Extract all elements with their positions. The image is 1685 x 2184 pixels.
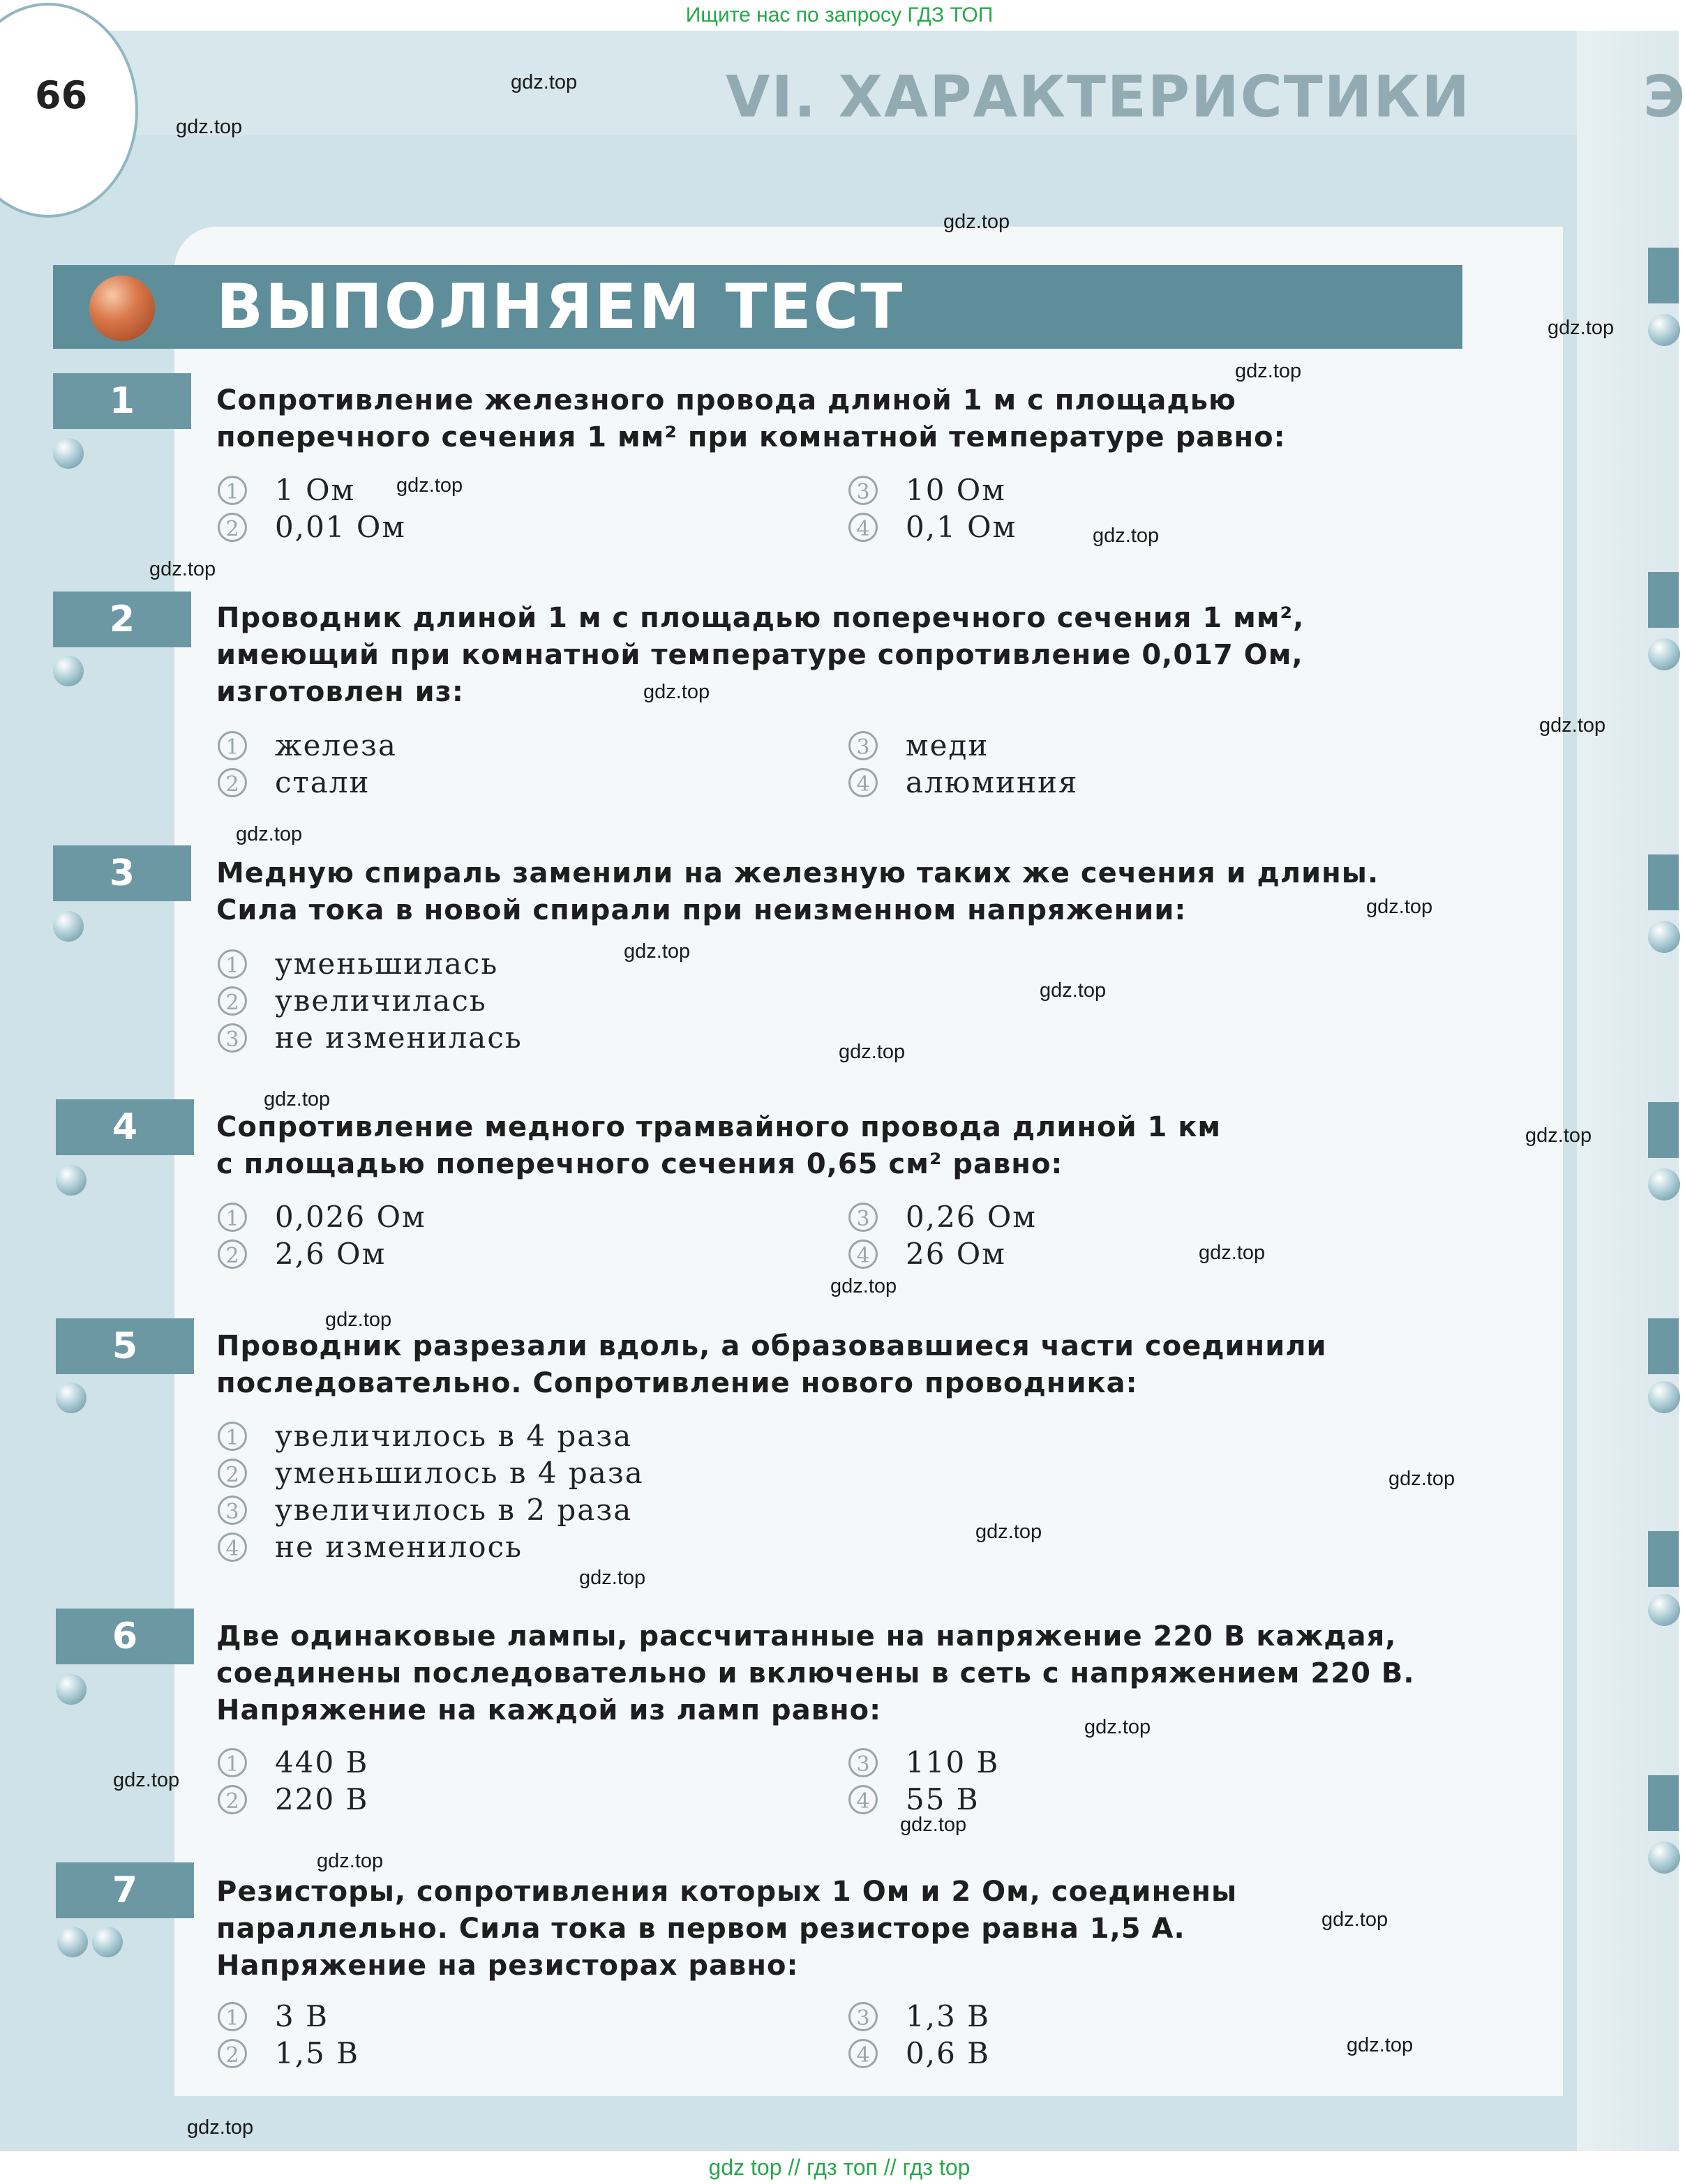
- option-number-icon: 3: [848, 476, 878, 505]
- watermark: gdz.top: [1093, 525, 1160, 547]
- answer-option[interactable]: [848, 1234, 1006, 1270]
- question-number: 6: [56, 1609, 194, 1664]
- watermark: gdz.top: [624, 940, 691, 963]
- watermark: gdz.top: [1040, 979, 1107, 1002]
- next-page-tab: [1648, 1102, 1679, 1158]
- next-page-tab: [1648, 248, 1679, 303]
- question-number: 2: [53, 592, 191, 647]
- question-line: последовательно. Сопротивление нового проводника:: [216, 1367, 1138, 1399]
- option-label: 3 В: [275, 1999, 329, 2033]
- answer-option[interactable]: [218, 1742, 368, 1779]
- answer-option[interactable]: [218, 1197, 426, 1233]
- answer-option[interactable]: [848, 507, 1017, 543]
- next-page-tab: [1648, 1775, 1679, 1831]
- question-line: Проводник разрезали вдоль, а образовавшиеся части соединили: [216, 1330, 1327, 1362]
- watermark: gdz.top: [264, 1088, 331, 1110]
- section-ball-icon: [89, 276, 155, 341]
- option-number-icon: 1: [218, 476, 247, 505]
- question-text: [216, 1328, 1472, 1402]
- watermark: gdz.top: [839, 1041, 906, 1063]
- answer-option[interactable]: [218, 2033, 359, 2070]
- option-label: алюминия: [906, 765, 1079, 799]
- answer-option[interactable]: [218, 1018, 523, 1054]
- difficulty-ball-icon: [56, 1165, 87, 1196]
- next-page-ball-icon: [1648, 1381, 1680, 1413]
- next-page-tab: [1648, 572, 1679, 628]
- answer-option[interactable]: [218, 1779, 368, 1816]
- difficulty-ball-icon: [92, 1927, 123, 1957]
- option-number-icon: 3: [848, 1203, 878, 1232]
- option-label: уменьшилось в 4 раза: [275, 1456, 644, 1490]
- footer-watermark: gdz top // гдз топ // гдз top: [0, 2151, 1679, 2184]
- option-label: 1,3 В: [906, 1999, 991, 2033]
- option-label: 2,6 Ом: [275, 1237, 387, 1271]
- option-number-icon: 4: [848, 1240, 878, 1269]
- option-label: уменьшилась: [275, 947, 499, 981]
- watermark: gdz.top: [511, 71, 578, 93]
- next-page-edge: [1577, 31, 1679, 2151]
- watermark: gdz.top: [325, 1309, 392, 1331]
- difficulty-ball-icon: [56, 1674, 87, 1705]
- question-line: с площадью поперечного сечения 0,65 см² равно:: [216, 1148, 1063, 1180]
- option-number-icon: 3: [848, 1748, 878, 1777]
- watermark: gdz.top: [643, 681, 710, 703]
- page-number: 66: [35, 73, 88, 117]
- difficulty-ball-icon: [53, 438, 84, 469]
- answer-option[interactable]: [218, 1416, 632, 1452]
- watermark: gdz.top: [113, 1769, 180, 1791]
- question-number: 7: [56, 1862, 194, 1918]
- option-number-icon: 2: [218, 1240, 247, 1269]
- option-number-icon: 4: [848, 1785, 878, 1814]
- option-number-icon: 2: [218, 513, 247, 542]
- option-label: стали: [275, 765, 370, 799]
- option-number-icon: 1: [218, 949, 247, 979]
- watermark: gdz.top: [396, 474, 463, 497]
- question-text: [216, 1618, 1472, 1729]
- next-page-ball-icon: [1648, 1168, 1680, 1200]
- option-number-icon: 4: [848, 768, 878, 797]
- option-number-icon: 1: [218, 2002, 247, 2031]
- option-label: 440 В: [275, 1745, 369, 1779]
- answer-option[interactable]: [218, 944, 498, 980]
- option-number-icon: 3: [848, 731, 878, 760]
- option-number-icon: 4: [848, 2039, 878, 2068]
- watermark: gdz.top: [236, 823, 303, 845]
- option-label: 1 Ом: [275, 473, 356, 507]
- watermark: gdz.top: [1347, 2034, 1414, 2056]
- next-page-ball-icon: [1648, 638, 1680, 670]
- question-text: [216, 600, 1472, 711]
- question-number: 3: [53, 845, 191, 901]
- answer-option[interactable]: [218, 1996, 329, 2033]
- option-label: 0,026 Ом: [275, 1200, 426, 1234]
- question-number: 4: [56, 1099, 194, 1155]
- next-page-tab: [1648, 1531, 1679, 1587]
- difficulty-ball-icon: [53, 911, 84, 942]
- option-number-icon: 2: [218, 2039, 247, 2068]
- question-text: [216, 1874, 1472, 1985]
- next-page-ball-icon: [1648, 1594, 1680, 1626]
- option-label: увеличилось в 4 раза: [275, 1419, 633, 1453]
- question-line: Напряжение на резисторах равно:: [216, 1950, 799, 1982]
- watermark: gdz.top: [1366, 896, 1433, 918]
- option-label: железа: [275, 728, 397, 762]
- option-label: 220 В: [275, 1782, 369, 1816]
- option-label: 0,01 Ом: [275, 510, 406, 544]
- question-line: Напряжение на каждой из ламп равно:: [216, 1694, 882, 1726]
- answer-option[interactable]: [848, 1779, 980, 1816]
- option-label: 110 В: [906, 1745, 1000, 1779]
- watermark: gdz.top: [317, 1850, 384, 1872]
- answer-option[interactable]: [218, 762, 370, 799]
- option-label: увеличилась: [275, 984, 487, 1018]
- search-hint-banner: Ищите нас по запросу ГДЗ ТОП: [685, 3, 994, 27]
- watermark: gdz.top: [943, 211, 1010, 233]
- question-line: поперечного сечения 1 мм² при комнатной температуре равно:: [216, 421, 1286, 453]
- answer-option[interactable]: [848, 1996, 990, 2033]
- answer-option[interactable]: [218, 1453, 644, 1489]
- watermark: gdz.top: [1321, 1908, 1388, 1931]
- section-title: ВЫПОЛНЯЕМ ТЕСТ: [216, 271, 905, 342]
- answer-option[interactable]: [218, 1527, 523, 1563]
- question-line: Сопротивление медного трамвайного провода длиной 1 км: [216, 1111, 1222, 1143]
- option-label: 0,26 Ом: [906, 1200, 1037, 1234]
- watermark: gdz.top: [579, 1567, 646, 1589]
- option-number-icon: 2: [218, 1459, 247, 1488]
- option-label: увеличилось в 2 раза: [275, 1493, 633, 1527]
- question-line: Сопротивление железного провода длиной 1 м с площадью: [216, 384, 1236, 416]
- watermark: gdz.top: [1525, 1124, 1592, 1147]
- option-number-icon: 3: [218, 1496, 247, 1525]
- question-line: Сила тока в новой спирали при неизменном напряжении:: [216, 894, 1187, 926]
- answer-option[interactable]: [218, 470, 355, 506]
- question-number: 5: [56, 1318, 194, 1374]
- option-number-icon: 2: [218, 768, 247, 797]
- next-page-ball-icon: [1648, 921, 1680, 953]
- option-label: 55 В: [906, 1782, 980, 1816]
- watermark: gdz.top: [1235, 360, 1302, 382]
- watermark: gdz.top: [1539, 714, 1606, 737]
- next-page-tab: [1648, 1318, 1679, 1374]
- question-number: 1: [53, 373, 191, 429]
- question-line: изготовлен из:: [216, 676, 464, 708]
- option-label: 10 Ом: [906, 473, 1006, 507]
- option-number-icon: 3: [848, 2002, 878, 2031]
- answer-option[interactable]: [848, 1197, 1037, 1233]
- next-page-ball-icon: [1648, 1842, 1680, 1874]
- option-number-icon: 1: [218, 731, 247, 760]
- chapter-title: VI. ХАРАКТЕРИСТИКИ: [726, 64, 1471, 130]
- question-line: Резисторы, сопротивления которых 1 Ом и 2 Ом, соединены: [216, 1876, 1238, 1908]
- difficulty-ball-icon: [57, 1927, 88, 1957]
- difficulty-ball-icon: [53, 656, 84, 686]
- option-number-icon: 1: [218, 1748, 247, 1777]
- watermark: gdz.top: [1199, 1242, 1266, 1264]
- watermark: gdz.top: [1548, 317, 1615, 339]
- option-number-icon: 3: [218, 1023, 247, 1053]
- option-label: меди: [906, 728, 989, 762]
- answer-option[interactable]: [848, 762, 1078, 799]
- question-text: [216, 382, 1472, 456]
- answer-option[interactable]: [218, 725, 397, 762]
- answer-option[interactable]: [848, 2033, 990, 2070]
- watermark: gdz.top: [900, 1814, 967, 1836]
- answer-option[interactable]: [848, 1742, 999, 1779]
- option-label: 0,6 В: [906, 2036, 991, 2070]
- option-number-icon: 2: [218, 986, 247, 1016]
- question-text: [216, 855, 1472, 929]
- watermark: gdz.top: [830, 1275, 897, 1297]
- option-number-icon: 4: [848, 513, 878, 542]
- option-number-icon: 1: [218, 1422, 247, 1451]
- question-line: соединены последовательно и включены в сеть с напряжением 220 В.: [216, 1657, 1415, 1689]
- answer-option[interactable]: [218, 507, 406, 543]
- option-number-icon: 1: [218, 1203, 247, 1232]
- next-page-tab: [1648, 854, 1679, 910]
- difficulty-ball-icon: [56, 1383, 87, 1413]
- answer-option[interactable]: [848, 725, 989, 762]
- option-number-icon: 4: [218, 1532, 247, 1562]
- watermark: gdz.top: [1388, 1468, 1455, 1490]
- option-label: не изменилась: [275, 1021, 523, 1055]
- option-label: 0,1 Ом: [906, 510, 1017, 544]
- watermark: gdz.top: [149, 558, 216, 580]
- answer-option[interactable]: [218, 981, 487, 1017]
- question-line: Медную спираль заменили на железную таких же сечения и длины.: [216, 857, 1379, 889]
- question-line: параллельно. Сила тока в первом резисторе равна 1,5 А.: [216, 1913, 1185, 1945]
- option-label: 26 Ом: [906, 1237, 1006, 1271]
- question-line: Две одинаковые лампы, рассчитанные на напряжение 220 В каждая,: [216, 1620, 1397, 1652]
- watermark: gdz.top: [1084, 1716, 1151, 1738]
- answer-option[interactable]: [218, 1490, 632, 1526]
- question-line: имеющий при комнатной температуре сопротивление 0,017 Ом,: [216, 639, 1303, 671]
- watermark: gdz.top: [975, 1521, 1042, 1543]
- option-label: 1,5 В: [275, 2036, 360, 2070]
- next-page-title-fragment: Э: [1643, 64, 1685, 130]
- question-line: Проводник длиной 1 м с площадью поперечного сечения 1 мм²,: [216, 602, 1305, 634]
- option-number-icon: 2: [218, 1785, 247, 1814]
- next-page-ball-icon: [1648, 314, 1680, 346]
- answer-option[interactable]: [848, 470, 1006, 506]
- question-text: [216, 1109, 1472, 1183]
- watermark: gdz.top: [187, 2116, 254, 2139]
- option-label: не изменилось: [275, 1530, 523, 1564]
- watermark: gdz.top: [176, 116, 243, 138]
- answer-option[interactable]: [218, 1234, 386, 1270]
